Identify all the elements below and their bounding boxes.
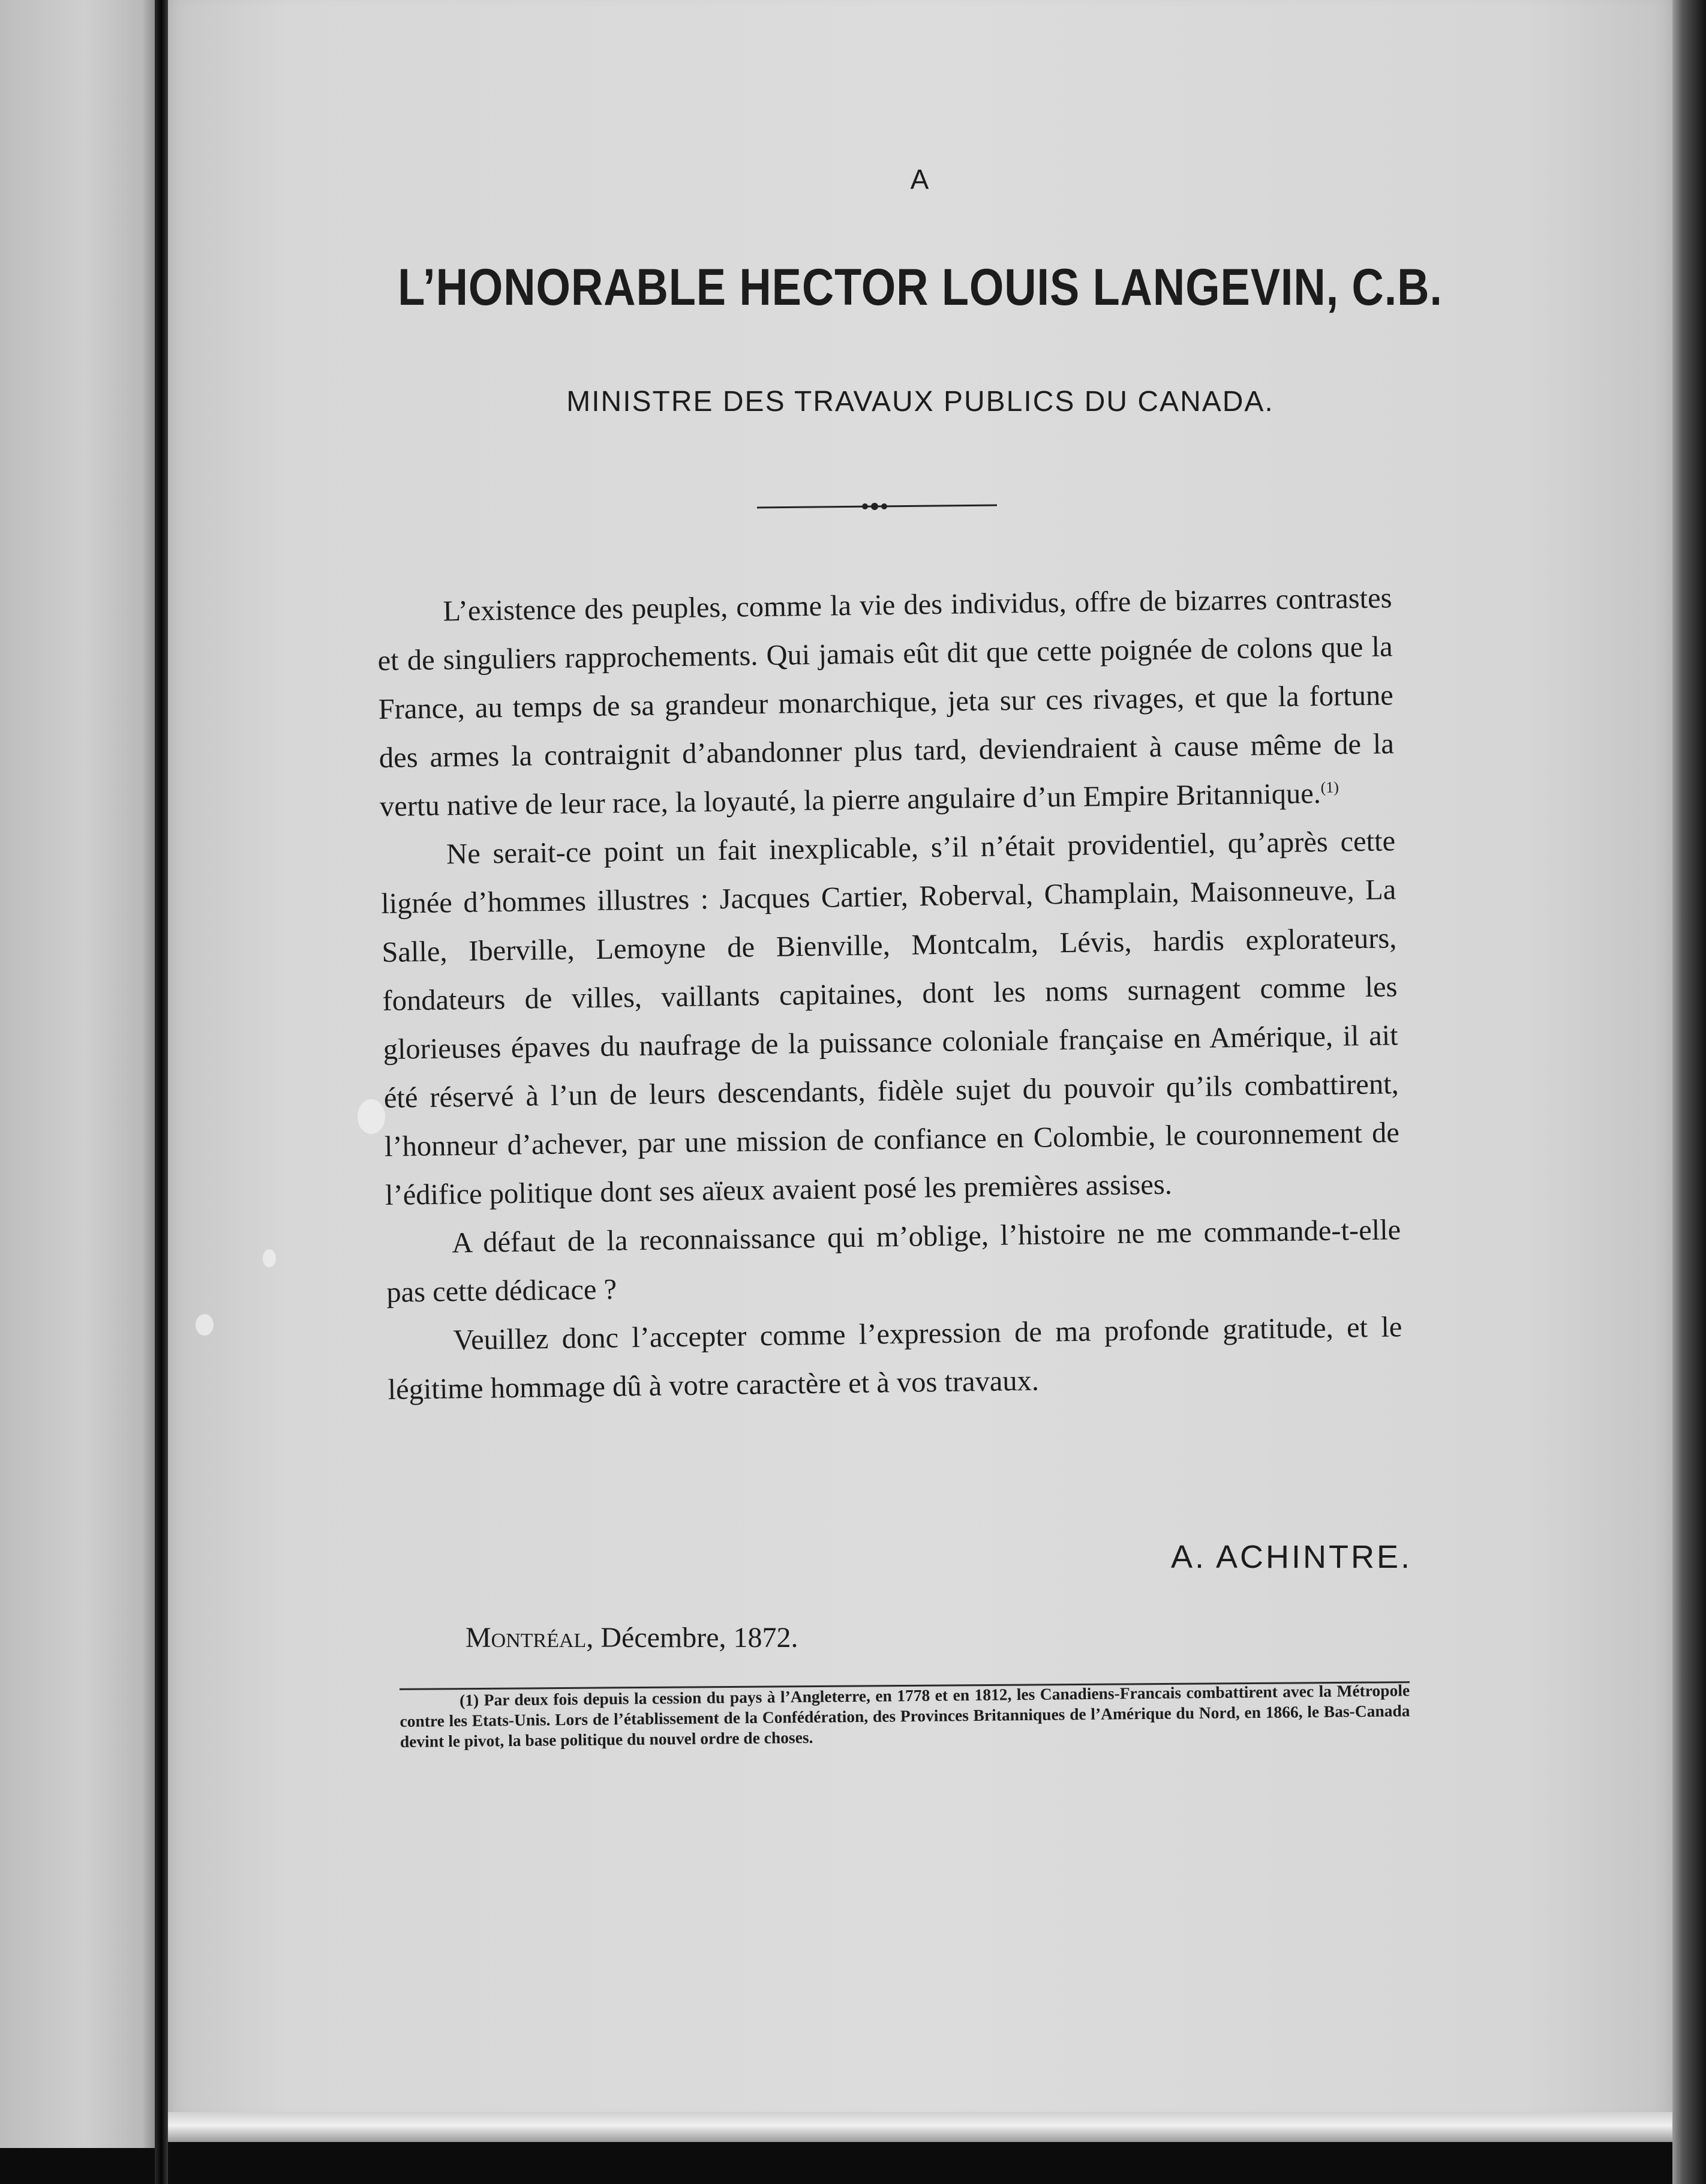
scan-speck	[263, 1249, 276, 1267]
book-gutter	[155, 0, 168, 2184]
dedication-marker: A	[910, 164, 930, 195]
page-title: L’HONORABLE HECTOR LOUIS LANGEVIN, C.B.	[398, 259, 1443, 316]
ornament-divider	[757, 493, 997, 517]
scan-speck	[196, 1314, 214, 1336]
footnote-text: (1) Par deux fois depuis la cession du pays à l’Angleterre, en 1778 et en 1812, les Canadiens-Francais combattirent avec la Métropole contre les Etats-Unis. Lors de l’établissement de la Confédération, des Provinces Britanniques de l’Amérique du Nord, en 1866, le Bas-Canada devint le pivot, la base politique du nouvel ordre de choses.	[400, 1681, 1410, 1751]
body-paragraph: Veuillez donc l’accepter comme l’expression de ma profonde gratitude, et le légitime hommage dû à votre caractère et à vos travaux.	[388, 1311, 1402, 1406]
page-bottom-edge	[168, 2112, 1672, 2142]
scan-speck	[358, 1099, 385, 1134]
page-subtitle: MINISTRE DES TRAVAUX PUBLICS DU CANADA.	[566, 386, 1274, 418]
body-paragraph: Ne serait-ce point un fait inexplicable, s’il n’était providentiel, qu’après cette lignée d’hommes illustres : Jacques Cartier, Roberval, Champlain, Maisonneuve, La Salle, Iberville, Lemoyne de Bienville, Montcalm, Lévis, hardis explorateurs, fondateurs de villes, vaillants capitaines, dont les noms surnagent comme les glorieuses épaves du naufrage de la puissance coloniale française en Amérique, il ait été réservé à l’un de leurs descendants, fidèle sujet du pouvoir qu’ils combattirent, l’honneur d’achever, par une mission de confiance en Colombie, le couronnement de l’édifice politique dont ses aïeux avaient posé les premières assises.	[380, 825, 1400, 1211]
paragraph-text: L’existence des peuples, comme la vie des individus, offre de bizarres contrastes et de singuliers rapprochements. Qui jamais eût dit que cette poignée de colons que la France, au temps de sa grandeur monarchique, jeta sur ces rivages, et que la fortune des armes la contraignit d’abandonner plus tard, deviendraient à cause même de la vertu native de leur race, la loyauté, la pierre angulaire d’un Empire Britannique.	[377, 582, 1395, 823]
footnote-reference: (1)	[1320, 778, 1339, 796]
footnote	[400, 1680, 1410, 1752]
author-signature: A. ACHINTRE.	[1170, 1539, 1412, 1575]
facing-page-edge	[0, 0, 155, 2148]
page-right-edge	[1672, 0, 1706, 2184]
place: Montréal,	[465, 1622, 594, 1654]
body-paragraph	[377, 574, 1395, 831]
place-and-date	[465, 1621, 798, 1654]
body-paragraph: A défaut de la reconnaissance qui m’oblige, l’histoire ne me commande-t-elle pas cette dédicace ?	[386, 1214, 1401, 1309]
date: Décembre, 1872.	[600, 1622, 798, 1654]
dedication-body	[377, 574, 1403, 1414]
